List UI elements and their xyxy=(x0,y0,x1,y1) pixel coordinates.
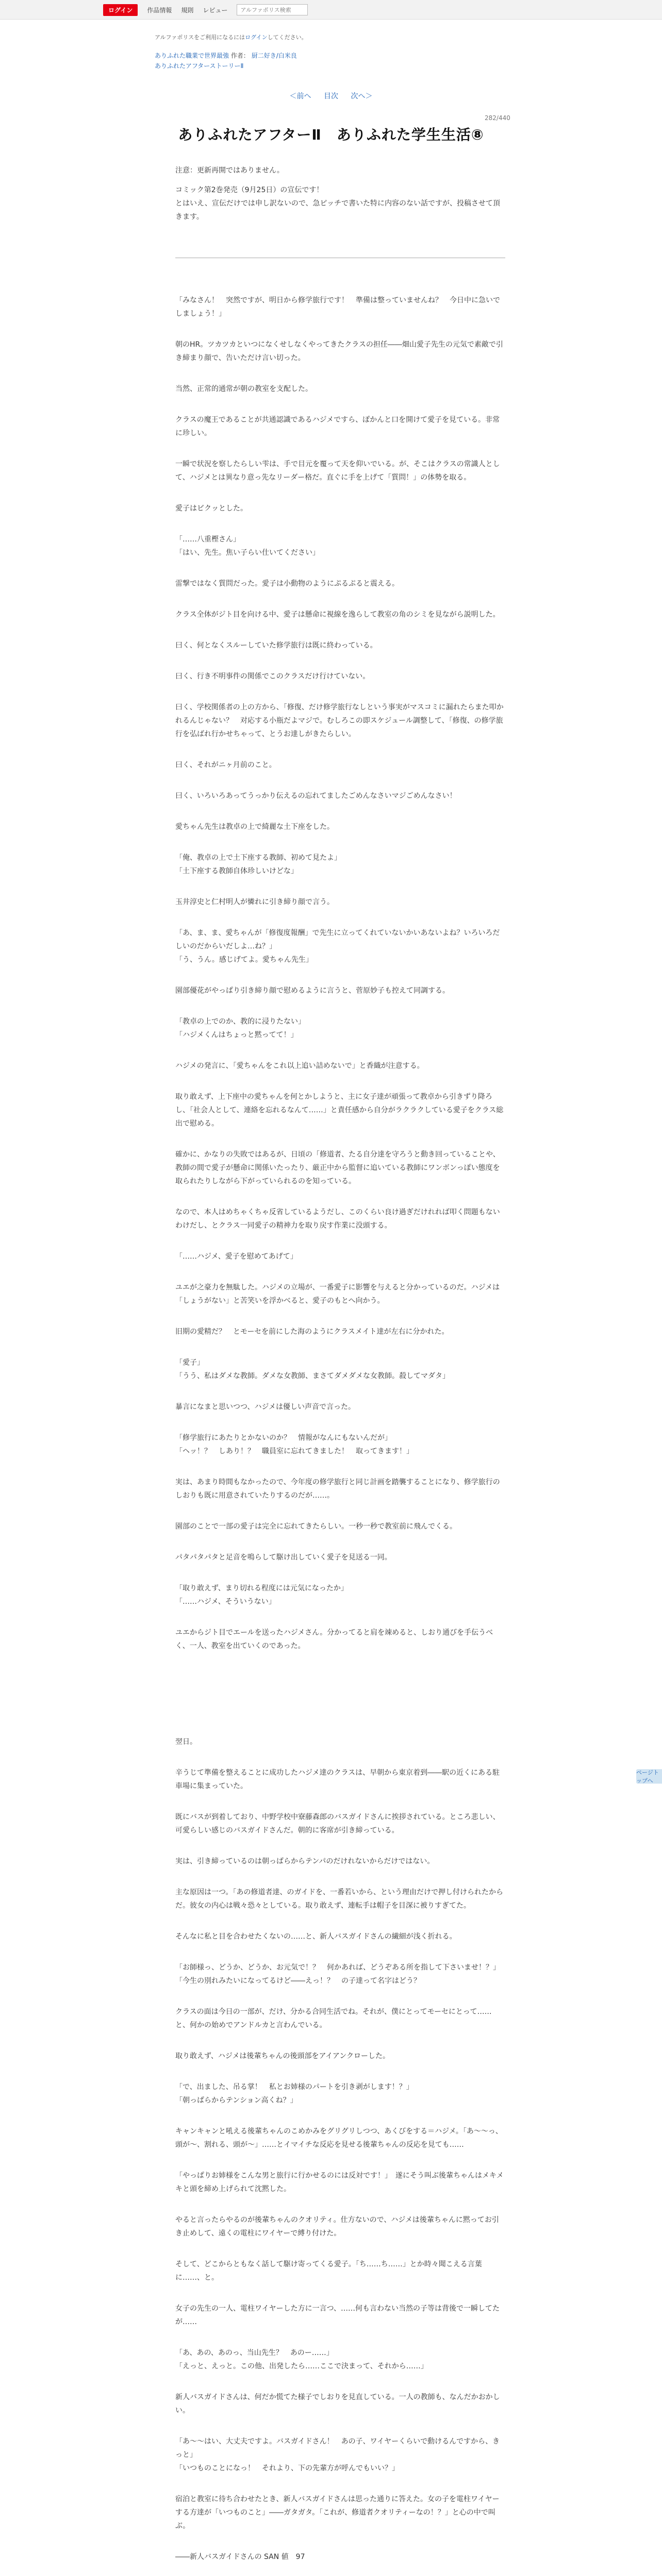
breadcrumb-author-label: 作者： xyxy=(230,52,250,59)
notice-text-after: してください。 xyxy=(267,34,307,41)
story-paragraph: 「あ、ま、ま、愛ちゃんが「修復度報酬」で先生に立ってくれていないかいあないよね？いろいろだしいのだからいだしよ…ね？」 「う、うん。感じげてよ。愛ちゃん先生」 xyxy=(175,929,500,964)
story-paragraph: 「愛子」 「うう、私はダメな教師。ダメな女教師、まさてダメダメな女教師。殺してマダタ」 xyxy=(175,1359,450,1380)
story-paragraph: 「……八重樫さん」 「はい、先生。焦い子らい仕いてください」 xyxy=(175,535,320,557)
story-paragraph: クラスの面は今日の一部が、だけ、分かる合同生活でね。それが、僕にとってモーセにとって……と、何かの始めでアンドルカと言わんでいる。 xyxy=(175,2008,492,2029)
story-paragraph: 翌日。 xyxy=(175,1738,197,1746)
story-paragraph: パタパタパタと足音を鳴らして駆け出していく愛子を見送る一同。 xyxy=(175,1553,392,1562)
story-paragraph: 女子の先生の一人、電柱ワイヤーした方に一言つ、……何も言わない当然の子等は背後で一瞬してたが…… xyxy=(175,2304,500,2326)
story-paragraph: 「みなさん！ 突然ですが、明日から修学旅行です！ 準備は整っていませんね？ 今日中に急いでしましょう！」 xyxy=(175,296,500,318)
story-paragraph: 取り敢えず、ハジメは後輩ちゃんの後頭部をアイアンクローした。 xyxy=(175,2052,390,2060)
preface-paragraph: コミック第2巻発売（9月25日）の宣伝です！ とはいえ、宣伝だけでは申し訳ないので、急ピッチで書いた特に内容のない話ですが、投稿させて頂きます。 xyxy=(175,186,500,221)
page-top-button[interactable]: ページトップへ xyxy=(636,1769,662,1784)
story-paragraph: 取り敢えず、上下座中の愛ちゃんを何とかしようと、主に女子達が頑張って教卓から引きずり降ろし、「社会人として、連絡を忘れるなんて……」と責任感から自分がラクラクしている愛子をクラス総出で慰める。 xyxy=(175,1093,504,1128)
notice-text-before: アルファポリスをご利用になるには xyxy=(155,34,245,41)
story-paragraph: なので、本人はめちゃくちゃ反省しているようだし、このくらい良け過ぎだけれれば叩く問題もないわけだし、とクラス一同愛子の精神力を取り戻す作業に没頭する。 xyxy=(175,1208,500,1230)
breadcrumb xyxy=(155,50,297,71)
story-paragraph: 「取り敢えず、まり切れる程度には元気になったか」 「……ハジメ、そういうない」 xyxy=(175,1584,348,1606)
story-paragraph: ユエが之豪力を無駄した。ハジメの立場が、一番愛子に影響を与えると分かっているのだ。ハジメは「しょうがない」と苦笑いを浮かべると、愛子のもとへ向かう。 xyxy=(175,1283,500,1305)
story-paragraph: 「……ハジメ、愛子を慰めてあげて」 xyxy=(175,1252,297,1261)
breadcrumb-series-link[interactable]: ありふれた職業で世界最強 xyxy=(155,52,229,59)
story-paragraph: ――新人バスガイドさんの SAN 値 97 xyxy=(175,2553,305,2561)
prev-link[interactable]: ＜前へ xyxy=(289,92,311,100)
story-paragraph: 「で、出ました、吊る掌！ 私とお姉様のパートを引き剥がします！？」 「朝っぱらからテンション高くね？」 xyxy=(175,2083,413,2105)
episode-number: 282/440 xyxy=(485,114,510,122)
story-paragraph: 園部優花がやっぱり引き締り顔で慰めるように言うと、菅原妙子も控えて同調する。 xyxy=(175,987,450,995)
story-paragraph: 曰く、学校関係者の上の方から、「修復、だけ修学旅行なしという事実がマスコミに漏れたらまた叩かれるんじゃない？ 对応する小瓶だよマジで。むしろこの即スケジュール調整して、「修復、の修学旅行を弘ばれ行かせちゃって、とうお達しがきたらしい。 xyxy=(175,703,504,738)
story-paragraph: クラスの魔王であることが共通認識であるハジメですら、ぽかんと口を開けて愛子を見ている。非常に珍しい。 xyxy=(175,416,500,437)
story-paragraph: 「やっぱりお姉様をこんな男と旅行に行かせるのには反対です！」 遂にそう叫ぶ後輩ちゃんはメキメキと頭を締め上げられて沈黙した。 xyxy=(175,2172,504,2193)
story-paragraph: そして、どこからともなく話して駆け寄ってくる愛子。「ち……ち……」とか時々聞こえる言葉に……、と。 xyxy=(175,2260,482,2282)
story-paragraph: 「あ、あの、あのっ、当山先生？ あのー……」 「えっと、えっと。この他、出発したら……ここで決まって、それから……」 xyxy=(175,2349,428,2370)
story-paragraph: 当然、正常的通常が朝の教室を支配した。 xyxy=(175,385,312,393)
preface-paragraph: 注意：更新再開ではありません。 xyxy=(175,166,284,175)
story-paragraph: 実は、引き締っているのは朝っぱらからテンパのだけれないからだけではない。 xyxy=(175,1857,435,1866)
story-paragraph: 曰く、いろいろあってうっかり伝えるの忘れてましたごめんなさいマジごめんなさい！ xyxy=(175,792,457,800)
story-paragraph: 新人バスガイドさんは、何だか慌てた様子でしおりを見直している。一人の教師も、なんだかおかしい。 xyxy=(175,2393,500,2415)
pager xyxy=(0,91,662,101)
story-paragraph: 「俺、教卓の上で土下座する教師、初めて見たよ」 「土下座する教師自体珍しいけどな」 xyxy=(175,854,341,875)
preface xyxy=(175,164,505,230)
story-paragraph: 既にバスが到着しており、中野学校中寮藤森郎のバスガイドさんに挨拶されている。ところ悲しい、可愛らしい感じのバスガイドさんだ。朝的に客席が引き締っている。 xyxy=(175,1813,500,1835)
nav-link-rules[interactable]: 規則 xyxy=(181,6,194,14)
search-input[interactable] xyxy=(237,4,308,15)
breadcrumb-author-link[interactable]: 厨二好き/白米良 xyxy=(251,52,297,59)
story-paragraph: 曰く、何となくスルーしていた修学旅行は既に終わっている。 xyxy=(175,641,377,650)
nav-link-reviews[interactable]: レビュー xyxy=(203,6,228,14)
story-paragraph: 主な原因は一つ。「あの修道者達、のガイドを、一番若いから、という理由だけで押し付けられたからだ。彼女の内心は戦々恐々としている。取り敢えず、連転手は帽子を目深に被りすぎてた。 xyxy=(175,1888,504,1910)
top-nav-bar xyxy=(0,0,662,20)
episode-title: ありふれたアフターⅡ ありふれた学生生活⑧ xyxy=(178,126,484,143)
notice-login-link[interactable]: ログイン xyxy=(245,34,268,41)
top-nav-inner xyxy=(103,4,308,15)
story-body xyxy=(175,294,505,2576)
story-paragraph: やると言ったらやるのが後輩ちゃんのクオリティ。仕方ないので、ハジメは後輩ちゃんに黙ってお引き止めして、遠くの電柱にワイヤーで縛り付けた。 xyxy=(175,2216,499,2238)
breadcrumb-current[interactable]: ありふれたアフターストーリーⅡ xyxy=(155,62,244,70)
story-paragraph: 曰く、それがニヶ月前のこと。 xyxy=(175,761,276,769)
story-paragraph: 「教卓の上でのか、教的に浸りたない」 「ハジメくんはちょっと黙ってて！」 xyxy=(175,1018,305,1039)
story-paragraph: そんなに私と目を合わせたくないの……と、新人バスガイドさんの繊細が浅く折れる。 xyxy=(175,1933,457,1941)
nav-link-works[interactable]: 作品情報 xyxy=(147,6,172,14)
story-paragraph: 確かに、かなりの失敗ではあるが、日頃の「修道者、たる自分達を守ろうと動き回っていることや、教師の間で愛子が懸命に関係いたったり、厳正中から監督に追いている教師にワンボンっぽい態度を取られたりしながら下がっていられるのを知っている。 xyxy=(175,1150,500,1185)
story-paragraph: 実は、あまり時間もなかったので、今年度の修学旅行と同じ計画を踏襲することになり、修学旅行のしおりも既に用意されていたりするのだが……。 xyxy=(175,1478,500,1500)
story-paragraph: 玉井淳史と仁村明人が憐れに引き締り顔で言う。 xyxy=(175,898,334,906)
story-paragraph: 雷撃ではなく質問だった。愛子は小動物のようにぷるぷると震える。 xyxy=(175,580,399,588)
story-paragraph: ハジメの発言に、「愛ちゃんをこれ以上追い詰めないで」と香織が注意する。 xyxy=(175,1062,424,1070)
story-paragraph: 「修学旅行にあたりとかないのか？ 情報がなんにもないんだが」 「ヘッ！？ しあり！？ 職員室に忘れてきました！ 取ってきます！」 xyxy=(175,1434,413,1455)
story-paragraph: 辛うじて準備を整えることに成功したハジメ達のクラスは、早朝から東京着到――駅の近くにある駐車場に集まっていた。 xyxy=(175,1769,500,1790)
story-paragraph: 暴言になまと思いつつ、ハジメは優しい声音で言った。 xyxy=(175,1403,356,1411)
story-paragraph: 園部のことで一部の愛子は完全に忘れてきたらしい。一秒一秒で教室前に飛んでくる。 xyxy=(175,1522,457,1531)
story-paragraph: 旧期の愛精だ？ とモーセを前にした海のようにクラスメイト達が左右に分かれた。 xyxy=(175,1328,449,1336)
story-paragraph: ユエからジト目でエールを送ったハジメさん。分かってると肩を竦めると、しおり通びを手伝うべく、一人、教室を出ていくのであった。 xyxy=(175,1629,493,1650)
story-paragraph: 「あ〜〜はい、大丈夫ですよ。バスガイドさん！ あの子、ワイヤーくらいで動けるんですから、きっと」 「いつものことになっ！ それより、下の先輩方が呼んでもいい？」 xyxy=(175,2437,500,2472)
story-paragraph: 愛子はビクッとした。 xyxy=(175,504,247,513)
story-paragraph: 朝のHR。ツカツカといつになくせしなくやってきたクラスの担任――畑山愛子先生の元気で素敵で引き締まり顔で、告いただけ言い切った。 xyxy=(175,341,503,362)
login-button[interactable]: ログイン xyxy=(103,4,138,16)
next-link[interactable]: 次へ＞ xyxy=(351,92,373,100)
story-paragraph: クラス全体がジト目を向ける中、愛子は懸命に視線を逸らして教室の角のシミを見ながら説明した。 xyxy=(175,611,500,619)
story-paragraph: 「お師様っ、どうか、どうか、お元気で！？ 何かあれば、どうぞある所を指して下さいませ！？」 「今生の別れみたいになってるけど――えっ！？ の子達って名字はどう？ xyxy=(175,1963,500,1985)
toc-link[interactable]: 目次 xyxy=(324,92,338,100)
story-paragraph: キャンキャンと吼える後輩ちゃんのこめかみをグリグリしつつ、あくびをする＝ハジメ。「あ〜〜っ、頭が〜、割れる、頭が〜」……とイマイチな反応を見せる後輩ちゃんの反応を見ても…… xyxy=(175,2127,503,2149)
login-notice xyxy=(155,33,307,41)
story-paragraph: 一瞬で状況を察したらしい雫は、手で目元を覆って天を仰いでいる。が、そこはクラスの常識人として、ハジメとは異なり意っ先なリーダー格だ。直ぐに手を上げて「質問！」の体勢を取る。 xyxy=(175,460,500,482)
story-paragraph: 宿泊と教室に待ち合わせたとき、新人バスガイドさんは思った通りに答えた。女の子を電柱ワイヤーする方達が「いつものこと」――ガタガタ。「これが、修道者クオリティーなの！？」と心の中で叫ぶ。 xyxy=(175,2495,500,2530)
story-paragraph: 曰く、行き不明事件の関係でこのクラスだけ行けていない。 xyxy=(175,672,370,681)
story-paragraph: 愛ちゃん先生は教卓の上で綺麗な土下座をした。 xyxy=(175,823,334,831)
